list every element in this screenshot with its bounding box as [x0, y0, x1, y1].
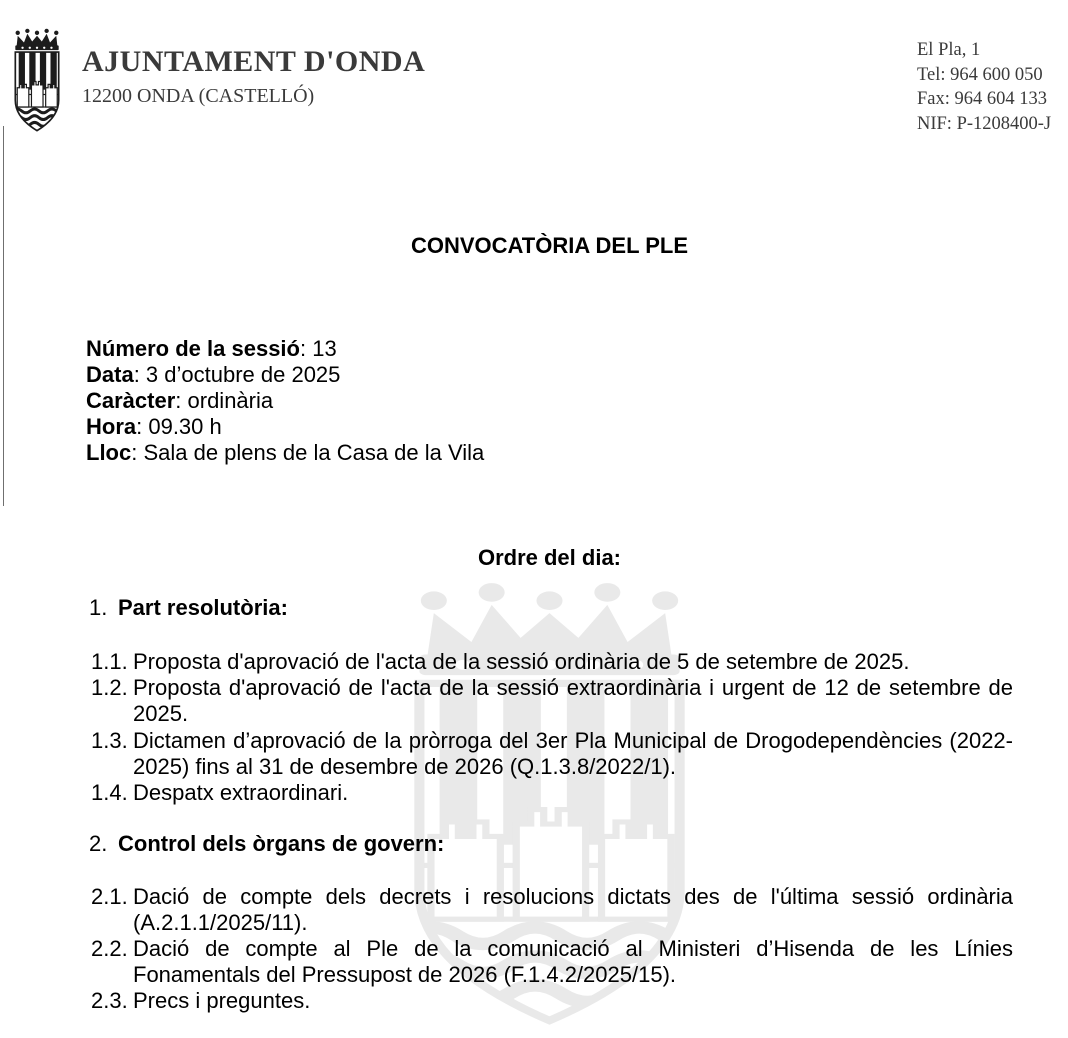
detail-date [86, 362, 484, 388]
section-number: 1. [89, 595, 108, 620]
org-location: 12200 ONDA (CASTELLÓ) [82, 85, 315, 107]
agenda-item [91, 649, 1013, 675]
agenda-item-number: 2.1. [91, 884, 128, 909]
contact-nif: NIF: P-1208400-J [917, 113, 1052, 134]
agenda-item-text: Proposta d'aprovació de l'acta de la sessió ordinària de 5 de setembre de 2025. [133, 649, 910, 674]
section-title: Part resolutòria: [118, 595, 288, 620]
document-title: CONVOCATÒRIA DEL PLE [410, 233, 689, 258]
agenda-item [91, 884, 1013, 936]
detail-label: Lloc [86, 440, 132, 465]
detail-value: : Sala de plens de la Casa de la Vila [131, 440, 485, 465]
agenda-heading: Ordre del dia: [477, 545, 622, 570]
detail-value: : ordinària [175, 388, 274, 413]
session-details [86, 336, 484, 466]
detail-value: : 3 d’octubre de 2025 [133, 362, 341, 387]
agenda-item [91, 988, 1013, 1014]
agenda-item [91, 780, 1013, 806]
agenda-item-number: 1.3. [91, 728, 128, 753]
section-title: Control dels òrgans de govern: [118, 831, 445, 856]
contact-address: El Pla, 1 [917, 40, 981, 60]
detail-place [86, 440, 484, 466]
detail-character [86, 388, 484, 414]
detail-label: Caràcter [86, 388, 176, 413]
agenda-item-text: Dictamen d’aprovació de la pròrroga del 3er Pla Municipal de Drogodependències (2022-2025) fins al 31 de desembre de 2026 (Q.1.3.8/2022/1). [133, 728, 1013, 779]
contact-fax: Fax: 964 604 133 [917, 89, 1048, 109]
detail-value: : 13 [299, 336, 337, 361]
detail-session-number [86, 336, 484, 362]
agenda-item-number: 1.2. [91, 675, 128, 700]
detail-label: Hora [86, 414, 137, 439]
contact-block [917, 38, 1051, 136]
onda-coat-of-arms-icon [8, 28, 66, 134]
detail-value: : 09.30 h [136, 414, 222, 439]
agenda-item-text: Precs i preguntes. [133, 988, 311, 1013]
section-number: 2. [89, 831, 108, 856]
agenda-item [91, 936, 1013, 988]
agenda-item-text: Proposta d'aprovació de l'acta de la sessió extraordinària i urgent de 12 de setembre de 2025. [133, 675, 1013, 726]
agenda-item-text: Dació de compte dels decrets i resolucions dictats des de l'última sessió ordinària (A.2.1.1/2025/11). [133, 884, 1013, 935]
agenda-item [91, 728, 1013, 780]
agenda-item-number: 2.3. [91, 988, 128, 1013]
agenda-item-number: 1.1. [91, 649, 128, 674]
org-name: AJUNTAMENT D'ONDA [82, 45, 426, 78]
detail-label: Data [86, 362, 134, 387]
detail-label: Número de la sessió [86, 336, 300, 361]
section-heading-2 [89, 831, 444, 857]
agenda-item-number: 2.2. [91, 936, 128, 961]
agenda-item-text: Despatx extraordinari. [133, 780, 349, 805]
agenda-item-text: Dació de compte al Ple de la comunicació al Ministeri d’Hisenda de les Línies Fonamentals del Pressupost de 2026 (F.1.4.2/2025/15). [133, 936, 1013, 987]
detail-time [86, 414, 484, 440]
contact-tel: Tel: 964 600 050 [917, 64, 1043, 85]
agenda-item [91, 675, 1013, 727]
agenda-item-number: 1.4. [91, 780, 128, 805]
section-heading-1 [89, 595, 288, 621]
